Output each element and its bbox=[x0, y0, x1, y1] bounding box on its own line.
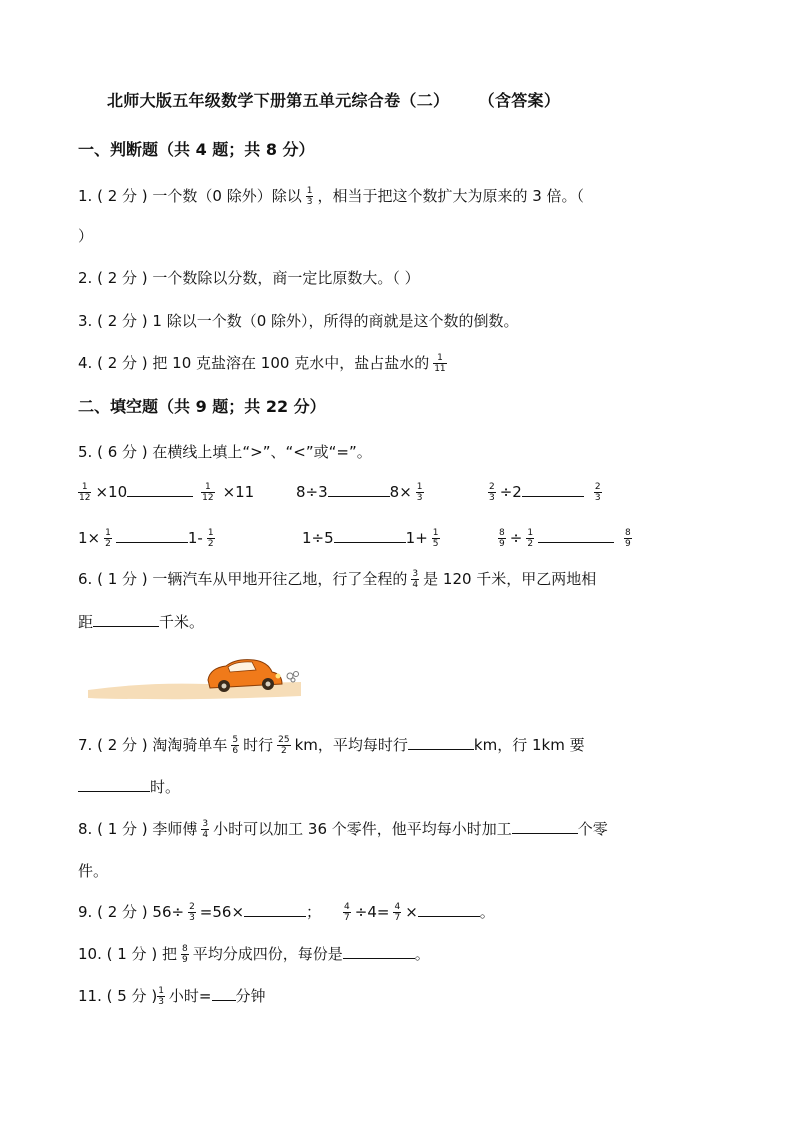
question-1: 1. ( 2 分 ) 一个数（0 除外）除以 $\frac{1}{3}$ ，相当于把这个数扩大为原来的 3 倍。（ bbox=[78, 186, 585, 207]
answer-blank[interactable] bbox=[418, 902, 480, 917]
answer-blank[interactable] bbox=[78, 777, 150, 792]
page-title: 北师大版五年级数学下册第五单元综合卷（二） （含答案） bbox=[107, 91, 561, 110]
answer-blank[interactable] bbox=[334, 528, 406, 543]
q5-item-3: $\frac{2}{3}$ ÷2 $\frac{2}{3}$ bbox=[489, 482, 601, 503]
question-8-continued: 件。 bbox=[78, 862, 109, 880]
q5-item-1: $\frac{1}{12}$ ×10 $\frac{1}{12}$ ×11 bbox=[79, 482, 255, 503]
question-7: 7. ( 2 分 ) 淘淘骑单车 $\frac{5}{6}$ 时行 $\frac{25}{2}$ km，平均每时行 km，行 1km 要 bbox=[78, 735, 585, 756]
answer-blank[interactable] bbox=[93, 612, 159, 627]
car-illustration bbox=[86, 652, 306, 704]
question-6-continued: 距 千米。 bbox=[78, 613, 205, 631]
question-9: 9. ( 2 分 ) 56÷ $\frac{2}{3}$ =56× ； $\frac{4}{7}$ ÷4= $\frac{4}{7}$ × 。 bbox=[78, 902, 495, 923]
answer-blank[interactable] bbox=[512, 819, 578, 834]
question-11: 11. ( 5 分 ) $\frac{1}{3}$ 小时= 分钟 bbox=[78, 986, 266, 1007]
q5-item-2: 8÷3 8× $\frac{1}{3}$ bbox=[296, 482, 423, 503]
answer-blank[interactable] bbox=[244, 902, 306, 917]
q5-item-6: $\frac{8}{9}$ ÷ $\frac{1}{2}$ $\frac{8}{9}$ bbox=[499, 528, 631, 549]
section-heading-fill-in: 二、填空题（共 9 题；共 22 分） bbox=[78, 397, 326, 416]
answer-blank[interactable] bbox=[343, 944, 415, 959]
question-8: 8. ( 1 分 ) 李师傅 $\frac{3}{4}$ 小时可以加工 36 个零件，他平均每小时加工 个零 bbox=[78, 819, 608, 840]
question-1-continued: ） bbox=[78, 227, 94, 245]
question-6: 6. ( 1 分 ) 一辆汽车从甲地开往乙地，行了全程的 $\frac{3}{4}$ 是 120 千米，甲乙两地相 bbox=[78, 569, 597, 590]
question-7-continued: 时。 bbox=[78, 777, 180, 797]
answer-blank[interactable] bbox=[522, 482, 584, 497]
fraction: $\frac{1}{11}$ bbox=[434, 353, 446, 374]
question-10: 10. ( 1 分 ) 把 $\frac{8}{9}$ 平均分成四份，每份是 。 bbox=[78, 944, 430, 965]
answer-blank[interactable] bbox=[408, 735, 474, 750]
answer-blank[interactable] bbox=[538, 528, 614, 543]
question-5: 5. ( 6 分 ) 在横线上填上“>”、“<”或“=”。 bbox=[78, 443, 372, 461]
exhaust-puff-icon bbox=[287, 672, 299, 683]
q5-item-5: 1÷5 1+ $\frac{1}{5}$ bbox=[302, 528, 439, 549]
question-3: 3. ( 2 分 ) 1 除以一个数（0 除外），所得的商就是这个数的倒数。 bbox=[78, 312, 519, 330]
question-4: 4. ( 2 分 ) 把 10 克盐溶在 100 克水中，盐占盐水的 $\frac{1}{11}$ bbox=[78, 353, 446, 374]
answer-blank[interactable] bbox=[328, 482, 390, 497]
answer-blank[interactable] bbox=[116, 528, 188, 543]
answer-blank[interactable] bbox=[127, 482, 193, 497]
section-heading-judgement: 一、判断题（共 4 题；共 8 分） bbox=[78, 140, 315, 159]
q5-item-4: 1× $\frac{1}{2}$ 1- $\frac{1}{2}$ bbox=[78, 528, 214, 549]
answer-blank[interactable] bbox=[212, 986, 236, 1001]
fraction: $\frac{1}{3}$ bbox=[306, 186, 313, 207]
question-2: 2. ( 2 分 ) 一个数除以分数，商一定比原数大。（ ） bbox=[78, 269, 420, 287]
